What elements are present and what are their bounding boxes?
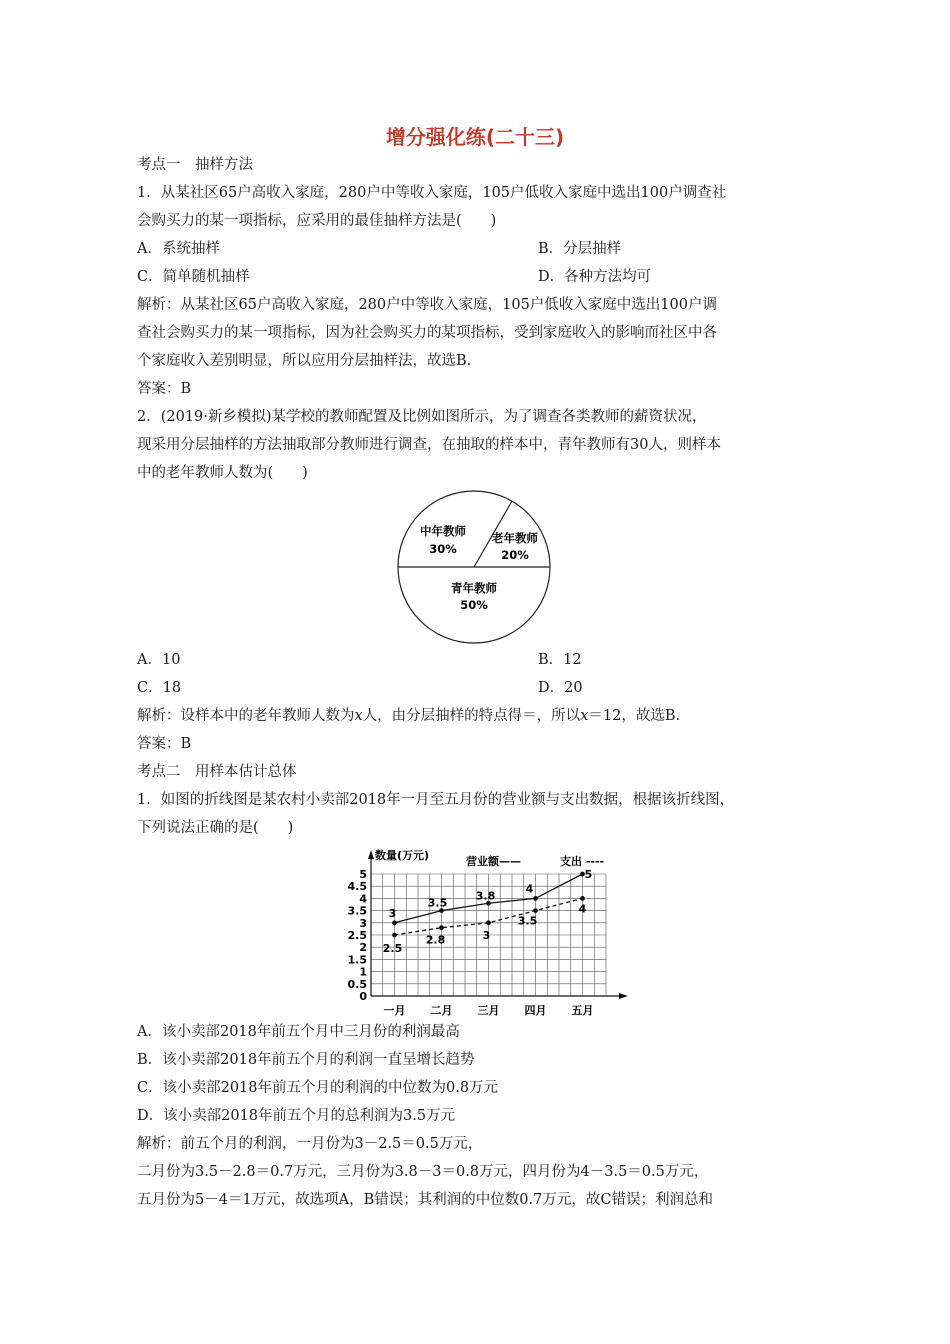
analysis-text: 解析：从某社区65户高收入家庭，280户中等收入家庭，105户低收入家庭中选出100户调 xyxy=(137,297,717,313)
option-d: D．各种方法均可 xyxy=(538,269,652,285)
y-tick-label: 1.5 xyxy=(347,953,367,967)
analysis-text xyxy=(137,706,680,726)
y-tick-label: 4 xyxy=(359,892,367,906)
legend-revenue: 营业额—— xyxy=(466,855,521,868)
analysis-text: 解析：前五个月的利润，一月份为3－2.5＝0.5万元， xyxy=(137,1136,483,1152)
x-tick-label: 五月 xyxy=(571,1004,594,1016)
question-text: 1．如图的折线图是某农村小卖部2018年一月至五月份的营业额与支出数据，根据该折线图， xyxy=(137,792,735,808)
y-axis-title: 数量(万元) xyxy=(375,849,430,862)
y-axis-arrow xyxy=(368,850,374,859)
expense-data-label: 2.5 xyxy=(382,942,403,955)
y-tick-label: 2 xyxy=(359,941,367,955)
option-a: A．10 xyxy=(137,652,181,668)
revenue-data-label: 3.8 xyxy=(475,889,496,903)
option-b: B．分层抽样 xyxy=(538,241,622,257)
y-tick-label: 3.5 xyxy=(347,904,367,918)
question-text: 1．从某社区65户高收入家庭，280户中等收入家庭，105户低收入家庭中选出100户调查社 xyxy=(137,185,727,201)
y-tick-label: 0.5 xyxy=(347,977,367,991)
y-tick-label: 4.5 xyxy=(347,880,367,894)
variable-x: x xyxy=(580,708,589,724)
analysis-text: 个家庭收入差别明显，所以应用分层抽样法，故选B. xyxy=(137,353,472,369)
question-text: 中的老年教师人数为( ) xyxy=(137,465,308,481)
answer-text: 答案：B xyxy=(137,381,192,397)
expense-point xyxy=(580,896,585,901)
option-d: D．该小卖部2018年前五个月的总利润为3.5万元 xyxy=(137,1108,456,1124)
option-d: D．20 xyxy=(538,680,583,696)
analysis-text: 二月份为3.5－2.8＝0.7万元，三月份为3.8－3＝0.8万元，四月份为4－3.5＝0.5万元， xyxy=(137,1164,709,1180)
pie-label-middle-aged: 中年教师 xyxy=(420,524,466,538)
analysis-text: 五月份为5－4＝1万元，故选项A，B错误；其利润的中位数0.7万元，故C错误；利润总和 xyxy=(137,1192,713,1208)
pie-pct-middle-aged: 30% xyxy=(429,542,457,556)
question-text: 下列说法正确的是( ) xyxy=(137,820,294,836)
y-tick-label: 5 xyxy=(359,868,367,881)
option-c: C．简单随机抽样 xyxy=(137,269,250,285)
pie-pct-old: 20% xyxy=(501,548,529,562)
expense-point xyxy=(439,925,444,930)
pie-label-old: 老年教师 xyxy=(492,531,538,545)
analysis-part: 解析：设样本中的老年教师人数为 xyxy=(137,708,355,724)
y-tick-label: 3 xyxy=(359,916,367,930)
option-c: C．该小卖部2018年前五个月的利润的中位数为0.8万元 xyxy=(137,1080,499,1096)
x-axis-arrow xyxy=(619,993,628,999)
pie-label-young: 青年教师 xyxy=(451,581,497,595)
teacher-pie-chart xyxy=(394,490,554,648)
x-tick-label: 一月 xyxy=(383,1004,406,1016)
option-a: A．系统抽样 xyxy=(137,241,220,257)
section-heading: 考点一 抽样方法 xyxy=(137,157,253,173)
y-tick-label: 1 xyxy=(359,965,367,979)
question-text: 现采用分层抽样的方法抽取部分教师进行调查，在抽取的样本中，青年教师有30人，则样本 xyxy=(137,437,721,453)
expense-data-label: 3.5 xyxy=(517,914,538,928)
expense-data-label: 2.8 xyxy=(425,933,446,947)
option-b: B．该小卖部2018年前五个月的利润一直呈增长趋势 xyxy=(137,1052,475,1068)
expense-point xyxy=(392,933,397,938)
section-heading: 考点二 用样本估计总体 xyxy=(137,764,297,780)
question-text: 2．(2019·新乡模拟)某学校的教师配置及比例如图所示，为了调查各类教师的薪资状况， xyxy=(137,409,707,425)
option-a: A．该小卖部2018年前五个月中三月份的利润最高 xyxy=(137,1024,460,1040)
x-tick-label: 二月 xyxy=(430,1004,453,1016)
answer-text: 答案：B xyxy=(137,736,192,752)
expense-point xyxy=(533,908,538,913)
revenue-point xyxy=(533,896,538,901)
x-tick-label: 三月 xyxy=(477,1004,500,1016)
expense-data-label: 4 xyxy=(578,902,587,916)
question-text: 会购买力的某一项指标，应采用的最佳抽样方法是( ) xyxy=(137,213,497,229)
revenue-data-label: 3 xyxy=(388,906,397,920)
expense-point xyxy=(486,920,491,925)
y-tick-label: 2.5 xyxy=(347,929,367,942)
legend-expense: 支出 ---- xyxy=(560,855,605,868)
revenue-data-label: 3.5 xyxy=(427,896,448,910)
variable-x: x xyxy=(354,708,363,724)
revenue-data-label: 4 xyxy=(525,882,534,896)
revenue-data-label: 5 xyxy=(584,868,593,881)
page-title: 增分强化练(二十三) xyxy=(385,125,565,149)
revenue-expense-line-chart xyxy=(318,842,630,1016)
option-b: B．12 xyxy=(538,652,582,668)
analysis-part: 人，由分层抽样的特点得＝，所以 xyxy=(362,708,581,724)
revenue-point xyxy=(392,920,397,925)
x-tick-label: 四月 xyxy=(524,1004,547,1016)
y-tick-label: 0 xyxy=(359,990,367,1003)
expense-data-label: 3 xyxy=(482,928,491,942)
analysis-text: 查社会购买力的某一项指标，因为社会购买力的某项指标，受到家庭收入的影响而社区中各 xyxy=(137,325,717,341)
pie-pct-young: 50% xyxy=(460,598,488,612)
analysis-part: ＝12，故选B. xyxy=(588,708,681,724)
option-c: C．18 xyxy=(137,680,182,696)
